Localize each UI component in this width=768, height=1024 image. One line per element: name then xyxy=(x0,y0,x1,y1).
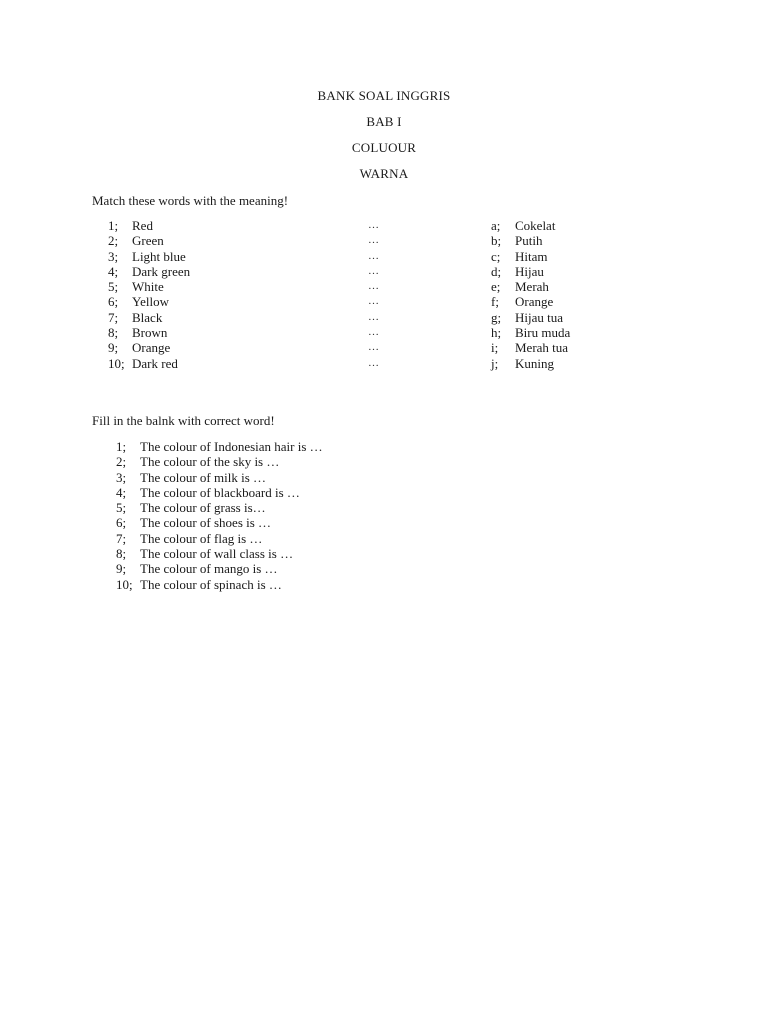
answer-blank: … xyxy=(368,310,379,323)
answer-blank: … xyxy=(368,356,379,369)
fill-blank-row xyxy=(0,454,768,469)
question-text: The colour of mango is … xyxy=(140,561,278,577)
indonesian-meaning: Putih xyxy=(515,233,543,249)
option-letter: b; xyxy=(491,233,502,249)
english-word: Green xyxy=(132,233,164,249)
item-number: 3; xyxy=(108,248,119,264)
item-number: 6; xyxy=(116,515,127,531)
english-word: Red xyxy=(132,218,153,233)
fill-blank-instruction: Fill in the balnk with correct word! xyxy=(92,413,275,428)
answer-blank: … xyxy=(368,219,379,231)
item-number: 10; xyxy=(116,576,133,592)
answer-blank: … xyxy=(368,326,379,339)
matching-row xyxy=(0,340,768,355)
fill-blank-row xyxy=(0,531,768,546)
answer-blank: … xyxy=(368,295,379,308)
english-word: Yellow xyxy=(132,294,169,310)
item-number: 7; xyxy=(108,309,119,325)
matching-instruction: Match these words with the meaning! xyxy=(92,193,289,208)
item-number: 4; xyxy=(108,263,119,279)
english-word: Black xyxy=(132,309,163,325)
item-number: 4; xyxy=(116,484,127,500)
question-text: The colour of grass is… xyxy=(140,500,266,516)
option-letter: j; xyxy=(491,355,499,371)
question-text: The colour of Indonesian hair is … xyxy=(140,439,323,454)
matching-row xyxy=(0,233,768,248)
matching-row xyxy=(0,294,768,309)
answer-blank: … xyxy=(368,234,379,247)
english-word: Orange xyxy=(132,340,171,356)
topic-subtitle: WARNA xyxy=(359,166,409,181)
item-number: 1; xyxy=(116,439,127,454)
indonesian-meaning: Kuning xyxy=(515,355,554,371)
indonesian-meaning: Orange xyxy=(515,294,554,310)
matching-row xyxy=(0,325,768,340)
chapter-label: BAB I xyxy=(366,114,402,129)
document-title: BANK SOAL INGGRIS xyxy=(317,88,451,103)
item-number: 5; xyxy=(116,500,127,516)
option-letter: e; xyxy=(491,279,501,295)
option-letter: f; xyxy=(491,294,499,310)
item-number: 6; xyxy=(108,294,119,310)
english-word: Light blue xyxy=(132,248,186,264)
topic-title: COLUOUR xyxy=(351,140,417,155)
matching-row xyxy=(0,264,768,279)
fill-blank-list xyxy=(0,439,768,592)
item-number: 8; xyxy=(116,546,127,562)
option-letter: a; xyxy=(491,218,501,233)
fill-blank-row xyxy=(0,546,768,561)
fill-blank-row xyxy=(0,577,768,592)
item-number: 2; xyxy=(108,233,119,249)
english-word: White xyxy=(132,279,164,295)
fill-blank-row xyxy=(0,485,768,500)
item-number: 9; xyxy=(116,561,127,577)
question-text: The colour of blackboard is … xyxy=(140,484,300,500)
option-letter: g; xyxy=(491,309,502,325)
matching-list xyxy=(0,218,768,371)
indonesian-meaning: Merah tua xyxy=(515,340,569,356)
question-text: The colour of wall class is … xyxy=(140,546,294,562)
answer-blank: … xyxy=(368,280,379,293)
item-number: 9; xyxy=(108,340,119,356)
item-number: 5; xyxy=(108,279,119,295)
option-letter: h; xyxy=(491,325,502,341)
fill-blank-row xyxy=(0,561,768,576)
fill-blank-row xyxy=(0,500,768,515)
english-word: Dark green xyxy=(132,263,191,279)
english-word: Dark red xyxy=(132,355,178,371)
option-letter: d; xyxy=(491,263,502,279)
question-text: The colour of shoes is … xyxy=(140,515,272,531)
fill-blank-row xyxy=(0,470,768,485)
answer-blank: … xyxy=(368,249,379,262)
item-number: 10; xyxy=(108,355,125,371)
answer-blank: … xyxy=(368,341,379,354)
item-number: 1; xyxy=(108,218,119,233)
indonesian-meaning: Merah xyxy=(515,279,549,295)
question-text: The colour of spinach is … xyxy=(140,576,282,592)
question-text: The colour of flag is … xyxy=(140,530,263,546)
indonesian-meaning: Hitam xyxy=(515,248,548,264)
option-letter: c; xyxy=(491,248,501,264)
matching-row xyxy=(0,218,768,233)
item-number: 7; xyxy=(116,530,127,546)
fill-blank-row xyxy=(0,439,768,454)
indonesian-meaning: Biru muda xyxy=(515,325,571,341)
english-word: Brown xyxy=(132,325,168,341)
answer-blank: … xyxy=(368,264,379,277)
indonesian-meaning: Hijau tua xyxy=(515,309,564,325)
fill-blank-row xyxy=(0,515,768,530)
question-text: The colour of milk is … xyxy=(140,469,267,485)
matching-row xyxy=(0,356,768,371)
indonesian-meaning: Cokelat xyxy=(515,218,556,233)
option-letter: i; xyxy=(491,340,499,356)
matching-row xyxy=(0,279,768,294)
item-number: 8; xyxy=(108,325,119,341)
matching-row xyxy=(0,310,768,325)
question-text: The colour of the sky is … xyxy=(140,454,280,470)
indonesian-meaning: Hijau xyxy=(515,263,544,279)
item-number: 3; xyxy=(116,469,127,485)
matching-row xyxy=(0,249,768,264)
item-number: 2; xyxy=(116,454,127,470)
